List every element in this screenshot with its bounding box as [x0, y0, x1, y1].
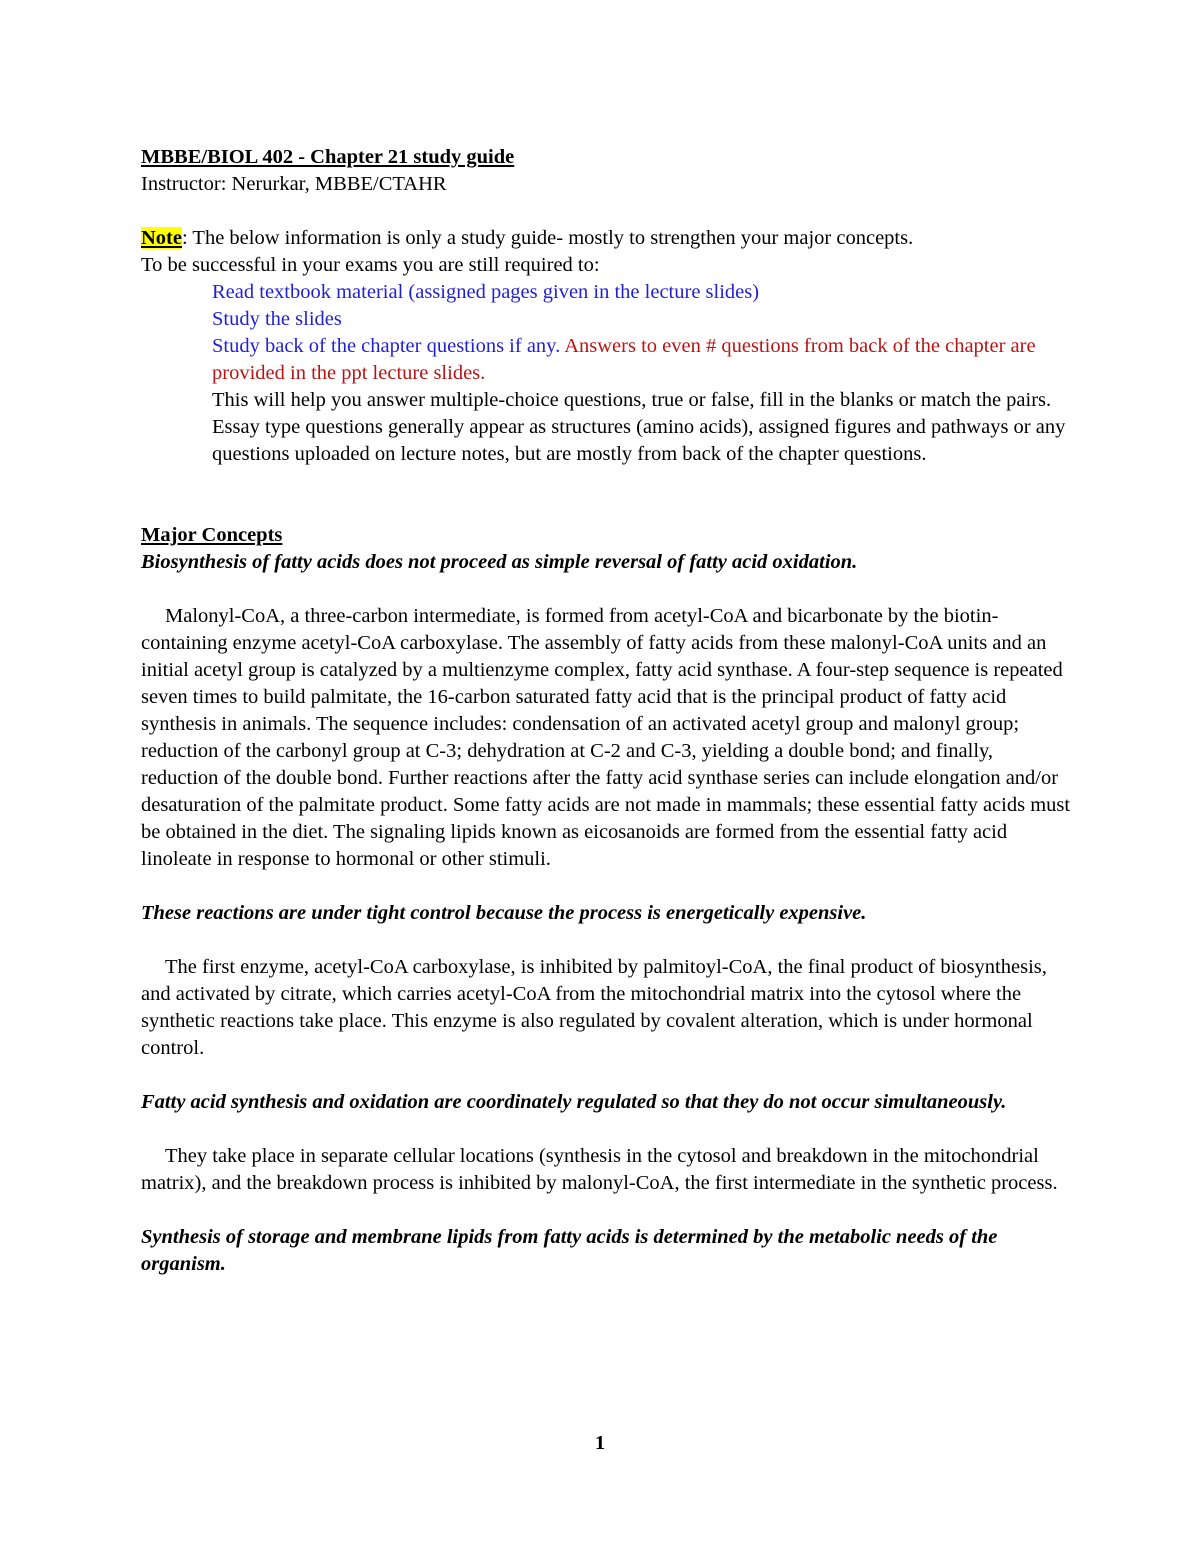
concept-3-lead: Fatty acid synthesis and oxidation are coordinately regulated so that they do not occur simultaneously.: [141, 1091, 1007, 1113]
spacer: [141, 1062, 1071, 1089]
spacer: [141, 576, 1071, 603]
note-label: Note: [141, 227, 182, 249]
requirement-questions: [212, 333, 1071, 387]
concept-2-lead: These reactions are under tight control because the process is energetically expensive.: [141, 902, 867, 924]
requirement-slides: Study the slides: [212, 308, 342, 330]
page-number: 1: [594, 1432, 606, 1454]
spacer: [141, 495, 1071, 522]
spacer: [141, 1197, 1071, 1224]
spacer: [141, 927, 1071, 954]
concept-2-body: The first enzyme, acetyl-CoA carboxylase, is inhibited by palmitoyl-CoA, the final product of biosynthesis, and activated by citrate, which carries acetyl-CoA from the mitochondrial matrix into the cytosol where the synthetic reactions take place. This enzyme is also regulated by covalent alteration, which is under hormonal control.: [141, 956, 1047, 1059]
requirement-textbook: Read textbook material (assigned pages given in the lecture slides): [212, 281, 760, 303]
concept-3-body: They take place in separate cellular locations (synthesis in the cytosol and breakdown in the mitochondrial matrix), and the breakdown process is inhibited by malonyl-CoA, the first intermediate in the synthetic process.: [141, 1145, 1058, 1194]
instructor-line: Instructor: Nerurkar, MBBE/CTAHR: [141, 173, 447, 195]
concept-1-lead: Biosynthesis of fatty acids does not proceed as simple reversal of fatty acid oxidation.: [141, 551, 858, 573]
answers-note: Answers to even # questions from back of the chapter are provided in the ppt lecture slides.: [212, 335, 1036, 384]
major-concepts-heading: Major Concepts: [141, 524, 283, 546]
page-content: [141, 144, 1071, 1278]
requirements-list: [141, 279, 1071, 468]
note-text: : The below information is only a study guide- mostly to strengthen your major concepts.: [181, 227, 914, 249]
spacer: [141, 873, 1071, 900]
concept-1-body: Malonyl-CoA, a three-carbon intermediate, is formed from acetyl-CoA and bicarbonate by the biotin-containing enzyme acetyl-CoA carboxylase. The assembly of fatty acids from these malonyl-CoA units and an initial acetyl group is catalyzed by a multienzyme complex, fatty acid synthase. A four-step sequence is repeated seven times to build palmitate, the 16-carbon saturated fatty acid that is the principal product of fatty acid synthesis in animals. The sequence includes: condensation of an activated acetyl group and malonyl group; reduction of the carbonyl group at C-3; dehydration at C-2 and C-3, yielding a double bond; and finally, reduction of the double bond. Further reactions after the fatty acid synthase series can include elongation and/or desaturation of the palmitate product. Some fatty acids are not made in mammals; these essential fatty acids must be obtained in the diet. The signaling lipids known as eicosanoids are formed from the essential fatty acid linoleate in response to hormonal or other stimuli.: [141, 605, 1071, 870]
spacer: [141, 468, 1071, 495]
note-line: [141, 225, 1071, 252]
exam-help-text: This will help you answer multiple-choice questions, true or false, fill in the blanks or match the pairs. Essay type questions generally appear as structures (amino acids), assigned figures and pathways or any questions uploaded on lecture notes, but are mostly from back of the chapter questions.: [212, 389, 1066, 465]
document-title: MBBE/BIOL 402 - Chapter 21 study guide: [141, 146, 515, 168]
concept-4-lead: Synthesis of storage and membrane lipids from fatty acids is determined by the metabolic needs of the organism.: [141, 1226, 998, 1275]
spacer: [141, 1116, 1071, 1143]
spacer: [141, 198, 1071, 225]
requirements-intro: To be successful in your exams you are still required to:: [141, 254, 600, 276]
requirement-questions-text: Study back of the chapter questions if any.: [212, 335, 565, 357]
